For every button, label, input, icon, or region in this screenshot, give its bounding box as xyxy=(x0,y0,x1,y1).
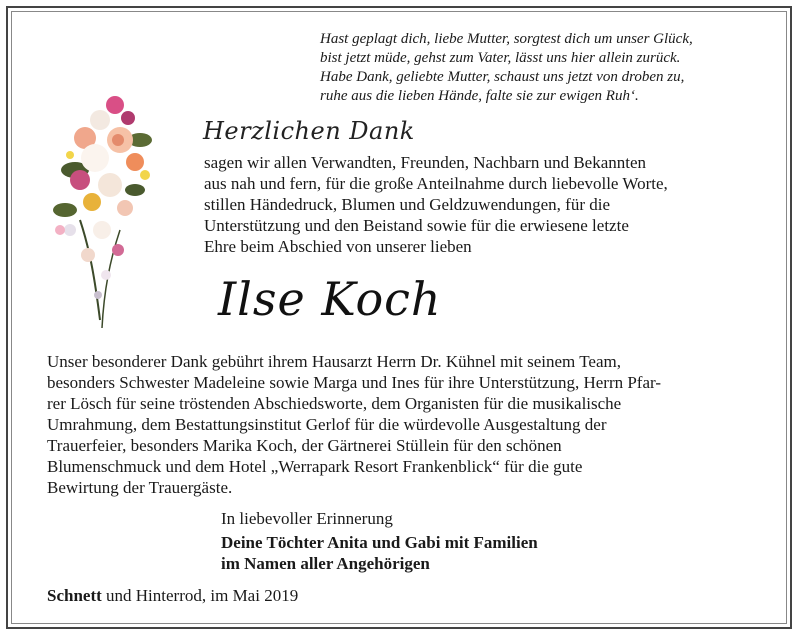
poem-line: bist jetzt müde, gehst zum Vater, lässt uns hier allein zurück. xyxy=(320,50,681,66)
body-line: Trauerfeier, besonders Marika Koch, der Gärtnerei Stüllein für den schönen xyxy=(47,436,562,455)
acknowledgement-paragraph xyxy=(47,351,767,498)
deceased-name: Ilse Koch xyxy=(218,272,442,326)
poem-line: Habe Dank, geliebte Mutter, schaust uns jetzt von droben zu, xyxy=(320,69,685,85)
poem xyxy=(320,30,780,106)
family-signature xyxy=(221,532,538,574)
thanks-paragraph xyxy=(204,152,764,257)
thanks-line: Unterstützung und den Beistand sowie für die erwiesene letzte xyxy=(204,216,629,235)
thanks-line: sagen wir allen Verwandten, Freunden, Nachbarn und Bekannten xyxy=(204,153,647,172)
body-line: Unser besonderer Dank gebührt ihrem Hausarzt Herrn Dr. Kühnel mit seinem Team, xyxy=(47,352,621,371)
thanks-line: aus nah und fern, für die große Anteilnahme durch liebevolle Worte, xyxy=(204,174,668,193)
poem-line: Hast geplagt dich, liebe Mutter, sorgtest dich um unser Glück, xyxy=(320,31,693,47)
family-line-2: im Namen aller Angehörigen xyxy=(221,554,430,573)
flower-bouquet-icon xyxy=(40,80,180,340)
remembrance-text: In liebevoller Erinnerung xyxy=(221,509,393,528)
body-line: Bewirtung der Trauergäste. xyxy=(47,478,233,497)
place-rest: und Hinterrod, im Mai 2019 xyxy=(101,586,299,605)
poem-line: ruhe aus die lieben Hände, falte sie zur ewigen Ruh‘. xyxy=(320,88,639,104)
thanks-line: Ehre beim Abschied von unserer lieben xyxy=(204,237,472,256)
family-line-1: Deine Töchter Anita und Gabi mit Familien xyxy=(221,533,538,552)
heading-thanks: Herzlichen Dank xyxy=(203,117,415,145)
body-line: Blumenschmuck und dem Hotel „Werrapark Resort Frankenblick“ für die gute xyxy=(47,457,583,476)
place-date xyxy=(47,585,298,606)
body-line: besonders Schwester Madeleine sowie Marga und Ines für ihre Unterstützung, Herrn Pfar- xyxy=(47,373,661,392)
body-line: Umrahmung, dem Bestattungsinstitut Gerlof für die würdevolle Ausgestaltung der xyxy=(47,415,607,434)
place-bold: Schnett xyxy=(47,586,102,605)
thanks-line: stillen Händedruck, Blumen und Geldzuwendungen, für die xyxy=(204,195,611,214)
body-line: rer Lösch für seine tröstenden Abschiedsworte, dem Organisten für die musikalische xyxy=(47,394,622,413)
